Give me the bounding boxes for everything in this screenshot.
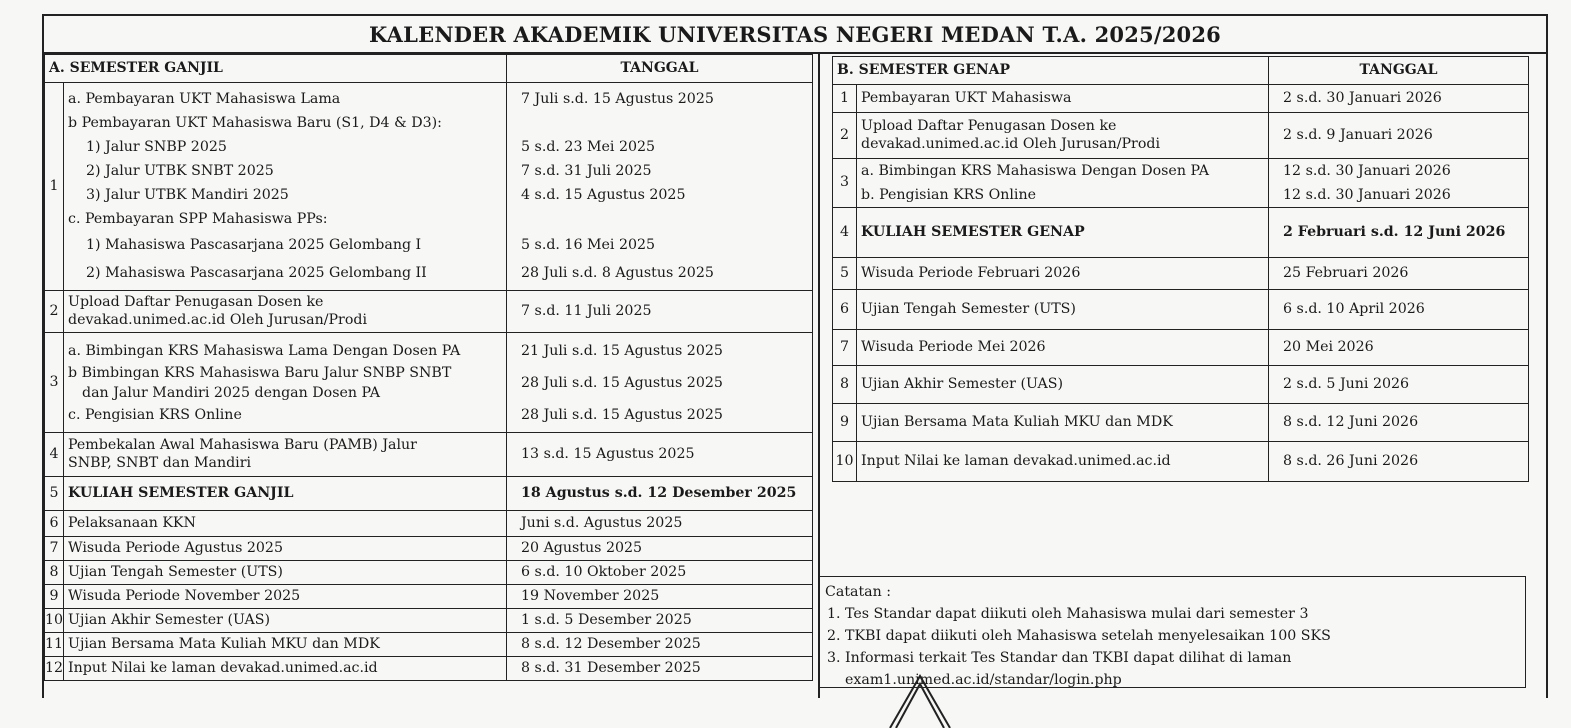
row-text-line: Upload Daftar Penugasan Dosen ke bbox=[68, 293, 324, 310]
row-number: 6 bbox=[833, 290, 857, 330]
row-date: 7 s.d. 11 Juli 2025 bbox=[507, 291, 813, 333]
row-description bbox=[64, 433, 507, 477]
table-row bbox=[45, 333, 813, 433]
row-date: 6 s.d. 10 Oktober 2025 bbox=[507, 561, 813, 585]
row-date: 25 Februari 2026 bbox=[1269, 258, 1529, 290]
row-description: Ujian Akhir Semester (UAS) bbox=[64, 609, 507, 633]
item-text: dan Jalur Mandiri 2025 dengan Dosen PA bbox=[82, 384, 381, 401]
table-row bbox=[833, 366, 1529, 404]
row-description: Wisuda Periode Agustus 2025 bbox=[64, 537, 507, 561]
semester-genap-table bbox=[832, 56, 1529, 482]
table-row bbox=[45, 537, 813, 561]
row-number: 7 bbox=[833, 330, 857, 366]
row-number: 8 bbox=[45, 561, 64, 585]
row-description: KULIAH SEMESTER GANJIL bbox=[64, 477, 507, 511]
semester-ganjil-header: A. SEMESTER GANJIL bbox=[45, 55, 507, 83]
row-number: 1 bbox=[833, 85, 857, 113]
item-date: 12 s.d. 30 Januari 2026 bbox=[1283, 187, 1451, 203]
row-description: Wisuda Periode Mei 2026 bbox=[857, 330, 1269, 366]
item-date: 4 s.d. 15 Agustus 2025 bbox=[521, 186, 686, 203]
row-date: 13 s.d. 15 Agustus 2025 bbox=[507, 433, 813, 477]
row-date: 2 s.d. 5 Juni 2026 bbox=[1269, 366, 1529, 404]
row-description: Ujian Bersama Mata Kuliah MKU dan MDK bbox=[64, 633, 507, 657]
row-text-line: SNBP, SNBT dan Mandiri bbox=[68, 454, 252, 471]
row-number: 10 bbox=[833, 442, 857, 482]
item-text: a. Pembayaran UKT Mahasiswa Lama bbox=[68, 90, 341, 107]
row-number: 6 bbox=[45, 511, 64, 537]
item-text: b Pembayaran UKT Mahasiswa Baru (S1, D4 & D3): bbox=[68, 114, 442, 131]
item-text: a. Bimbingan KRS Mahasiswa Dengan Dosen PA bbox=[861, 163, 1209, 179]
row-date: 2 Februari s.d. 12 Juni 2026 bbox=[1269, 208, 1529, 258]
row-number: 5 bbox=[45, 477, 64, 511]
row-number: 11 bbox=[45, 633, 64, 657]
row-number: 2 bbox=[45, 291, 64, 333]
table-row bbox=[833, 404, 1529, 442]
row-description: Ujian Tengah Semester (UTS) bbox=[857, 290, 1269, 330]
row-description: Input Nilai ke laman devakad.unimed.ac.id bbox=[64, 657, 507, 681]
item-text: 2) Jalur UTBK SNBT 2025 bbox=[86, 162, 274, 179]
note-link[interactable]: exam1.unimed.ac.id/standar/login.php bbox=[845, 672, 1122, 688]
note-item: 3. Informasi terkait Tes Standar dan TKBI dapat dilihat di laman bbox=[845, 647, 1519, 669]
table-row bbox=[45, 657, 813, 681]
item-text: 3) Jalur UTBK Mandiri 2025 bbox=[86, 186, 289, 203]
row-date: 8 s.d. 12 Desember 2025 bbox=[507, 633, 813, 657]
note-item: 2. TKBI dapat diikuti oleh Mahasiswa setelah menyelesaikan 100 SKS bbox=[845, 625, 1519, 647]
row-description: Ujian Akhir Semester (UAS) bbox=[857, 366, 1269, 404]
row-description: Wisuda Periode Februari 2026 bbox=[857, 258, 1269, 290]
row-number: 1 bbox=[45, 83, 64, 291]
row-date: 2 s.d. 30 Januari 2026 bbox=[1269, 85, 1529, 113]
item-text: c. Pengisian KRS Online bbox=[68, 406, 242, 423]
row-description bbox=[857, 159, 1269, 208]
item-text: 2) Mahasiswa Pascasarjana 2025 Gelombang II bbox=[86, 264, 427, 281]
table-row bbox=[833, 159, 1529, 208]
table-header-row bbox=[833, 57, 1529, 85]
table-row bbox=[833, 208, 1529, 258]
item-date: 5 s.d. 23 Mei 2025 bbox=[521, 138, 656, 155]
date-column-header: TANGGAL bbox=[1269, 57, 1529, 85]
table-row bbox=[45, 83, 813, 291]
table-row bbox=[833, 85, 1529, 113]
row-number: 2 bbox=[833, 113, 857, 159]
item-date: 28 Juli s.d. 15 Agustus 2025 bbox=[521, 374, 723, 391]
date-column-header: TANGGAL bbox=[507, 55, 813, 83]
table-row bbox=[833, 330, 1529, 366]
table-row bbox=[833, 113, 1529, 159]
item-date bbox=[521, 207, 808, 231]
row-number: 9 bbox=[45, 585, 64, 609]
table-header-row bbox=[45, 55, 813, 83]
row-date: 8 s.d. 12 Juni 2026 bbox=[1269, 404, 1529, 442]
row-description bbox=[64, 83, 507, 291]
row-date: 8 s.d. 26 Juni 2026 bbox=[1269, 442, 1529, 482]
item-date: 28 Juli s.d. 15 Agustus 2025 bbox=[521, 406, 723, 423]
row-date: 20 Agustus 2025 bbox=[507, 537, 813, 561]
item-date: 12 s.d. 30 Januari 2026 bbox=[1283, 163, 1451, 179]
item-date bbox=[521, 111, 808, 135]
row-description bbox=[64, 333, 507, 433]
item-text: c. Pembayaran SPP Mahasiswa PPs: bbox=[68, 210, 328, 227]
table-row bbox=[45, 609, 813, 633]
row-number: 7 bbox=[45, 537, 64, 561]
item-date: 5 s.d. 16 Mei 2025 bbox=[521, 236, 656, 253]
row-number: 3 bbox=[45, 333, 64, 433]
item-text: b Bimbingan KRS Mahasiswa Baru Jalur SNBP SNBT bbox=[68, 364, 452, 381]
row-description: Input Nilai ke laman devakad.unimed.ac.id bbox=[857, 442, 1269, 482]
row-date: Juni s.d. Agustus 2025 bbox=[507, 511, 813, 537]
row-date: 20 Mei 2026 bbox=[1269, 330, 1529, 366]
item-date: 21 Juli s.d. 15 Agustus 2025 bbox=[521, 342, 723, 359]
item-text: 1) Mahasiswa Pascasarjana 2025 Gelombang I bbox=[86, 236, 422, 253]
semester-ganjil-table bbox=[44, 54, 813, 681]
table-row bbox=[45, 561, 813, 585]
row-text-line: devakad.unimed.ac.id Oleh Jurusan/Prodi bbox=[68, 311, 367, 328]
row-description: Ujian Tengah Semester (UTS) bbox=[64, 561, 507, 585]
table-row bbox=[45, 291, 813, 333]
notes-title: Catatan : bbox=[825, 584, 892, 600]
table-row bbox=[45, 477, 813, 511]
stamp-outline-icon bbox=[880, 668, 960, 728]
row-text-line: Pembekalan Awal Mahasiswa Baru (PAMB) Jalur bbox=[68, 436, 417, 453]
table-row bbox=[833, 290, 1529, 330]
row-description: Wisuda Periode November 2025 bbox=[64, 585, 507, 609]
item-date: 28 Juli s.d. 8 Agustus 2025 bbox=[521, 264, 714, 281]
row-date: 8 s.d. 31 Desember 2025 bbox=[507, 657, 813, 681]
table-row bbox=[45, 433, 813, 477]
row-description: Ujian Bersama Mata Kuliah MKU dan MDK bbox=[857, 404, 1269, 442]
item-text: b. Pengisian KRS Online bbox=[861, 187, 1036, 203]
item-date: 7 Juli s.d. 15 Agustus 2025 bbox=[521, 90, 714, 107]
item-text: a. Bimbingan KRS Mahasiswa Lama Dengan Dosen PA bbox=[68, 342, 461, 359]
row-date: 19 November 2025 bbox=[507, 585, 813, 609]
row-description bbox=[64, 291, 507, 333]
row-date: 6 s.d. 10 April 2026 bbox=[1269, 290, 1529, 330]
item-text: 1) Jalur SNBP 2025 bbox=[86, 138, 227, 155]
row-description: Pembayaran UKT Mahasiswa bbox=[857, 85, 1269, 113]
row-date: 2 s.d. 9 Januari 2026 bbox=[1269, 113, 1529, 159]
notes-list bbox=[825, 603, 1519, 669]
row-text-line: Upload Daftar Penugasan Dosen ke bbox=[861, 117, 1117, 134]
row-date bbox=[507, 333, 813, 433]
row-text-line: devakad.unimed.ac.id Oleh Jurusan/Prodi bbox=[861, 135, 1160, 152]
row-number: 10 bbox=[45, 609, 64, 633]
table-row bbox=[833, 258, 1529, 290]
table-row bbox=[45, 633, 813, 657]
item-date: 7 s.d. 31 Juli 2025 bbox=[521, 162, 652, 179]
row-number: 4 bbox=[45, 433, 64, 477]
table-row bbox=[45, 585, 813, 609]
page-title: KALENDER AKADEMIK UNIVERSITAS NEGERI MEDAN T.A. 2025/2026 bbox=[44, 16, 1546, 54]
semester-genap-header: B. SEMESTER GENAP bbox=[833, 57, 1269, 85]
row-number: 9 bbox=[833, 404, 857, 442]
row-number: 3 bbox=[833, 159, 857, 208]
row-date: 18 Agustus s.d. 12 Desember 2025 bbox=[507, 477, 813, 511]
note-item: 1. Tes Standar dapat diikuti oleh Mahasiswa mulai dari semester 3 bbox=[845, 603, 1519, 625]
row-date: 1 s.d. 5 Desember 2025 bbox=[507, 609, 813, 633]
row-number: 4 bbox=[833, 208, 857, 258]
table-row bbox=[45, 511, 813, 537]
row-description bbox=[857, 113, 1269, 159]
row-number: 12 bbox=[45, 657, 64, 681]
row-description: KULIAH SEMESTER GENAP bbox=[857, 208, 1269, 258]
row-date bbox=[1269, 159, 1529, 208]
row-number: 8 bbox=[833, 366, 857, 404]
row-description: Pelaksanaan KKN bbox=[64, 511, 507, 537]
table-row bbox=[833, 442, 1529, 482]
row-date bbox=[507, 83, 813, 291]
row-number: 5 bbox=[833, 258, 857, 290]
